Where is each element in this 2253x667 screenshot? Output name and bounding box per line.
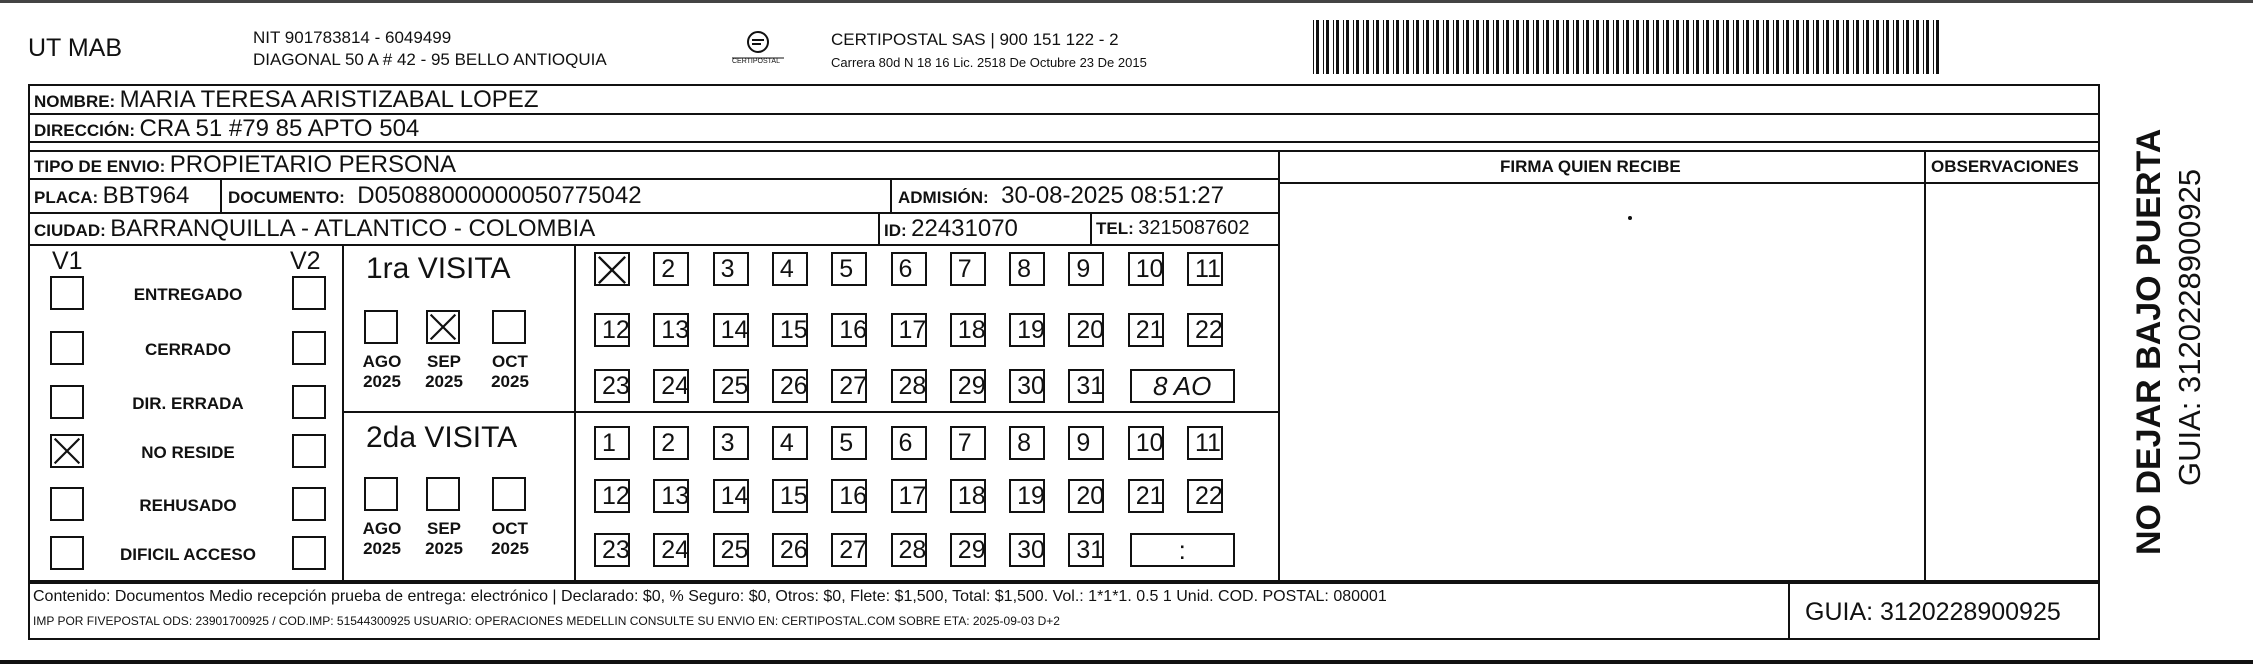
status-label: NO RESIDE — [141, 443, 235, 462]
barcode-bar — [1616, 20, 1619, 74]
barcode-bar — [1693, 20, 1694, 74]
barcode-bar — [1556, 20, 1559, 74]
tel-value: 3215087602 — [1138, 217, 1250, 239]
day-cell[interactable]: 4 — [772, 426, 808, 460]
barcode-bar — [1856, 20, 1859, 74]
barcode-bar — [1526, 20, 1529, 74]
barcode-bar — [1566, 20, 1569, 74]
barcode-bar — [1726, 20, 1729, 74]
barcode-bar — [1923, 20, 1924, 74]
day-cell[interactable]: 19 — [1009, 479, 1045, 513]
col-divider — [574, 244, 576, 582]
status-label: REHUSADO — [139, 496, 237, 515]
certipostal-license: Carrera 80d N 18 16 Lic. 2518 De Octubre 23 De 2015 — [831, 55, 1147, 70]
barcode-bar — [1386, 20, 1389, 74]
barcode-bar — [1833, 20, 1834, 74]
direccion-value: CRA 51 #79 85 APTO 504 — [139, 115, 420, 142]
barcode-bar — [1656, 20, 1659, 74]
signature-dot — [1628, 216, 1632, 220]
barcode-bar — [1613, 20, 1614, 74]
barcode-bar — [1406, 20, 1409, 74]
month-checkbox[interactable] — [364, 310, 398, 344]
admision-row — [898, 182, 1224, 210]
tipo-value: PROPIETARIO PERSONA — [169, 151, 457, 178]
col-divider — [1924, 150, 1926, 582]
barcode-bar — [1716, 20, 1719, 74]
day-cell[interactable]: 26 — [772, 533, 808, 567]
time-box[interactable]: : — [1130, 533, 1235, 567]
barcode-bar — [1396, 20, 1399, 74]
barcode-bar — [1866, 20, 1869, 74]
month-label: AGO — [362, 519, 402, 538]
barcode-bar — [1363, 20, 1364, 74]
barcode-bar — [1663, 20, 1664, 74]
barcode-bar — [1586, 20, 1589, 74]
barcode-bar — [1356, 20, 1359, 74]
barcode-bar — [1826, 20, 1829, 74]
documento-row — [228, 182, 642, 210]
day-cell[interactable]: 28 — [891, 369, 927, 403]
barcode-bar — [1426, 20, 1429, 74]
col-divider — [1090, 212, 1092, 244]
barcode-bar — [1443, 20, 1444, 74]
barcode-bar — [1416, 20, 1419, 74]
day-cell[interactable]: 25 — [713, 533, 749, 567]
barcode-bar — [1496, 20, 1499, 74]
day-cell[interactable]: 25 — [713, 369, 749, 403]
barcode-bar — [1706, 20, 1709, 74]
barcode-bar — [1906, 20, 1909, 74]
barcode-bar — [1476, 20, 1479, 74]
barcode-bar — [1786, 20, 1789, 74]
barcode-bar — [1343, 20, 1344, 74]
side-guia: GUIA: 3120228900925 — [2172, 168, 2207, 486]
barcode-bar — [1773, 20, 1774, 74]
day-cell[interactable]: 11 — [1187, 426, 1223, 460]
barcode-bar — [1676, 20, 1679, 74]
barcode-bar — [1436, 20, 1439, 74]
status-v1-checkbox[interactable] — [50, 331, 84, 365]
barcode-bar — [1756, 20, 1759, 74]
status-label: DIR. ERRADA — [132, 394, 244, 413]
day-cell[interactable]: 9 — [1068, 252, 1104, 286]
barcode — [1311, 18, 1945, 76]
side-warning: NO DEJAR BAJO PUERTA — [2130, 128, 2168, 555]
day-cell[interactable]: 28 — [891, 533, 927, 567]
day-cell[interactable]: 23 — [594, 533, 630, 567]
barcode-bar — [1593, 20, 1594, 74]
barcode-bar — [1423, 20, 1424, 74]
barcode-bar — [1313, 20, 1314, 74]
barcode-bar — [1453, 20, 1454, 74]
barcode-bar — [1893, 20, 1894, 74]
barcode-bar — [1573, 20, 1574, 74]
status-v1-checkbox[interactable] — [50, 385, 84, 419]
observaciones-label: OBSERVACIONES — [1931, 157, 2079, 176]
time-box[interactable]: 8 AO — [1130, 369, 1235, 403]
day-cell[interactable]: 18 — [950, 479, 986, 513]
barcode-bar — [1366, 20, 1369, 74]
status-v2-checkbox[interactable] — [292, 434, 326, 468]
month-checkbox[interactable] — [426, 477, 460, 511]
visit2-title: 2da VISITA — [366, 421, 518, 454]
placa-row — [34, 182, 189, 210]
id-row — [884, 215, 1018, 243]
day-cell[interactable]: 24 — [653, 369, 689, 403]
col-divider — [1278, 150, 1280, 582]
barcode-bar — [1316, 20, 1319, 74]
barcode-bar — [1886, 20, 1889, 74]
day-cell[interactable]: 6 — [891, 252, 927, 286]
footer-border — [28, 638, 2100, 640]
month-label: OCT — [492, 352, 528, 371]
barcode-bar — [1633, 20, 1634, 74]
status-label: CERRADO — [145, 340, 231, 359]
nombre-row — [34, 86, 538, 114]
visit1-title: 1ra VISITA — [366, 252, 511, 285]
day-cell[interactable]: 12 — [594, 479, 630, 513]
month-label: AGO — [362, 352, 402, 371]
barcode-bar — [1806, 20, 1809, 74]
direccion-row — [34, 115, 419, 143]
barcode-bar — [1936, 20, 1939, 74]
barcode-bar — [1803, 20, 1804, 74]
row-divider — [344, 411, 1278, 413]
barcode-bar — [1606, 20, 1609, 74]
day-cell[interactable]: 21 — [1128, 313, 1164, 347]
day-cell[interactable]: 20 — [1068, 479, 1104, 513]
barcode-bar — [1326, 20, 1329, 74]
barcode-bar — [1723, 20, 1724, 74]
tipo-label: TIPO DE ENVIO: — [34, 157, 166, 176]
barcode-bar — [1546, 20, 1549, 74]
barcode-bar — [1646, 20, 1649, 74]
day-cell[interactable]: 29 — [950, 533, 986, 567]
barcode-bar — [1576, 20, 1579, 74]
day-cell[interactable]: 22 — [1187, 479, 1223, 513]
barcode-bar — [1896, 20, 1899, 74]
day-cell[interactable]: 23 — [594, 369, 630, 403]
row-divider — [1278, 182, 2100, 184]
barcode-bar — [1486, 20, 1489, 74]
barcode-bar — [1466, 20, 1469, 74]
status-v1-checkbox[interactable] — [50, 536, 84, 570]
day-cell[interactable]: 7 — [950, 426, 986, 460]
top-border — [0, 0, 2253, 3]
barcode-bar — [1353, 20, 1354, 74]
col-divider — [890, 180, 892, 214]
barcode-bar — [1376, 20, 1379, 74]
barcode-bar — [1776, 20, 1779, 74]
barcode-bar — [1383, 20, 1384, 74]
barcode-bar — [1793, 20, 1794, 74]
day-cell[interactable]: 6 — [891, 426, 927, 460]
barcode-bar — [1483, 20, 1484, 74]
barcode-bar — [1456, 20, 1459, 74]
status-label: ENTREGADO — [133, 285, 243, 304]
day-cell[interactable]: 31 — [1068, 369, 1104, 403]
ciudad-label: CIUDAD: — [34, 221, 106, 240]
status-v1-checkbox[interactable] — [50, 434, 84, 468]
barcode-bar — [1816, 20, 1819, 74]
day-cell[interactable]: 30 — [1009, 369, 1045, 403]
month-checkbox[interactable] — [364, 477, 398, 511]
barcode-bar — [1743, 20, 1744, 74]
status-v2-checkbox[interactable] — [292, 331, 326, 365]
barcode-bar — [1493, 20, 1494, 74]
ciudad-value: BARRANQUILLA - ATLANTICO - COLOMBIA — [110, 215, 596, 242]
barcode-bar — [1533, 20, 1534, 74]
barcode-bar — [1336, 20, 1339, 74]
day-cell[interactable]: 2 — [653, 426, 689, 460]
row-divider — [28, 244, 1278, 246]
footer-contenido: Contenido: Documentos Medio recepción prueba de entrega: electrónico | Declarado: $0, % Seguro: $0, Otros: $0, Flete: $1,500, Total: $1,500. Vol.: 1*1*1. 0.5 1 Unid. COD. POSTAL: 080001 — [33, 588, 1387, 605]
barcode-bar — [1846, 20, 1849, 74]
barcode-bar — [1703, 20, 1704, 74]
barcode-bar — [1333, 20, 1334, 74]
barcode-bar — [1673, 20, 1674, 74]
day-cell[interactable]: 5 — [831, 426, 867, 460]
status-v1-checkbox[interactable] — [50, 276, 84, 310]
company-name: UT MAB — [28, 34, 122, 62]
footer-border — [2098, 582, 2100, 640]
barcode-bar — [1413, 20, 1414, 74]
sender-address: DIAGONAL 50 A # 42 - 95 BELLO ANTIOQUIA — [253, 50, 607, 69]
col-divider — [220, 180, 222, 214]
barcode-bar — [1813, 20, 1814, 74]
barcode-bar — [1536, 20, 1539, 74]
day-cell[interactable]: 24 — [653, 533, 689, 567]
barcode-bar — [1766, 20, 1769, 74]
barcode-bar — [1903, 20, 1904, 74]
barcode-bar — [1746, 20, 1749, 74]
footer-imp: IMP POR FIVEPOSTAL ODS: 23901700925 / COD.IMP: 51544300925 USUARIO: OPERACIONES MEDELLIN CONSULTE SU ENVIO EN: CERTIPOSTAL.COM SOBRE ETA: 2025-09-03 D+2 — [33, 614, 1060, 628]
day-cell[interactable]: 13 — [653, 479, 689, 513]
barcode-bar — [1843, 20, 1844, 74]
barcode-bar — [1596, 20, 1599, 74]
month-checkbox[interactable] — [492, 310, 526, 344]
barcode-bar — [1823, 20, 1824, 74]
status-v2-checkbox[interactable] — [292, 276, 326, 310]
barcode-bar — [1393, 20, 1394, 74]
barcode-bar — [1433, 20, 1434, 74]
barcode-bar — [1876, 20, 1879, 74]
barcode-bar — [1736, 20, 1739, 74]
day-cell[interactable]: 18 — [950, 313, 986, 347]
day-cell[interactable]: 27 — [831, 533, 867, 567]
day-cell[interactable]: 12 — [594, 313, 630, 347]
year-label: 2025 — [425, 539, 463, 558]
admision-label: ADMISIÓN: — [898, 188, 989, 207]
ciudad-row — [34, 215, 595, 243]
status-v2-checkbox[interactable] — [292, 385, 326, 419]
barcode-bar — [1686, 20, 1689, 74]
day-cell[interactable]: 22 — [1187, 313, 1223, 347]
barcode-bar — [1853, 20, 1854, 74]
year-label: 2025 — [491, 539, 529, 558]
firma-label: FIRMA QUIEN RECIBE — [1500, 157, 1681, 176]
tipo-row — [34, 151, 456, 179]
day-cell[interactable]: 30 — [1009, 533, 1045, 567]
logo-text: CERTIPOSTAL — [732, 58, 780, 65]
barcode-bar — [1733, 20, 1734, 74]
month-checkbox[interactable] — [426, 310, 460, 344]
barcode-bar — [1403, 20, 1404, 74]
barcode-bar — [1446, 20, 1449, 74]
day-cell[interactable]: 7 — [950, 252, 986, 286]
footer-guia: GUIA: 3120228900925 — [1805, 598, 2061, 626]
barcode-bar — [1926, 20, 1929, 74]
tel-row — [1096, 217, 1249, 240]
day-cell[interactable]: 2 — [653, 252, 689, 286]
day-cell[interactable]: 29 — [950, 369, 986, 403]
day-cell[interactable]: 1 — [594, 426, 630, 460]
placa-value: BBT964 — [102, 182, 190, 209]
year-label: 2025 — [363, 539, 401, 558]
barcode-bar — [1503, 20, 1504, 74]
barcode-bar — [1323, 20, 1324, 74]
day-cell[interactable]: 27 — [831, 369, 867, 403]
barcode-bar — [1626, 20, 1629, 74]
day-cell[interactable]: 17 — [891, 479, 927, 513]
day-cell[interactable]: 14 — [713, 313, 749, 347]
status-v2-checkbox[interactable] — [292, 536, 326, 570]
status-label: DIFICIL ACCESO — [119, 545, 256, 564]
col-divider — [342, 244, 344, 582]
nit-text: NIT 901783814 - 6049499 — [253, 28, 452, 47]
v1-label: V1 — [52, 247, 83, 275]
documento-label: DOCUMENTO: — [228, 188, 345, 207]
day-cell[interactable]: 15 — [772, 313, 808, 347]
direccion-label: DIRECCIÓN: — [34, 121, 136, 140]
day-cell[interactable]: 13 — [653, 313, 689, 347]
day-cell[interactable]: 16 — [831, 313, 867, 347]
status-v1-checkbox[interactable] — [50, 487, 84, 521]
footer-border — [28, 582, 30, 640]
year-label: 2025 — [491, 372, 529, 391]
barcode-bar — [1913, 20, 1914, 74]
day-cell[interactable]: 9 — [1068, 426, 1104, 460]
day-cell[interactable]: 21 — [1128, 479, 1164, 513]
day-cell[interactable]: 26 — [772, 369, 808, 403]
barcode-bar — [1696, 20, 1699, 74]
barcode-bar — [1933, 20, 1934, 74]
month-label: OCT — [492, 519, 528, 538]
barcode-bar — [1346, 20, 1349, 74]
day-cell[interactable]: 19 — [1009, 313, 1045, 347]
barcode-bar — [1603, 20, 1604, 74]
day-cell[interactable]: 20 — [1068, 313, 1104, 347]
tel-label: TEL: — [1096, 219, 1134, 238]
barcode-bar — [1523, 20, 1524, 74]
placa-label: PLACA: — [34, 188, 99, 207]
barcode-bar — [1783, 20, 1784, 74]
barcode-bar — [1583, 20, 1584, 74]
day-cell[interactable]: 14 — [713, 479, 749, 513]
barcode-bar — [1543, 20, 1544, 74]
nombre-value: MARIA TERESA ARISTIZABAL LOPEZ — [119, 86, 539, 113]
certipostal-logo — [728, 28, 788, 68]
day-cell[interactable]: 31 — [1068, 533, 1104, 567]
day-cell[interactable]: 17 — [891, 313, 927, 347]
col-divider — [1788, 582, 1790, 640]
barcode-bar — [1863, 20, 1864, 74]
day-cell[interactable]: 3 — [713, 426, 749, 460]
day-cell[interactable]: 10 — [1128, 426, 1164, 460]
barcode-bar — [1683, 20, 1684, 74]
barcode-bar — [1916, 20, 1919, 74]
barcode-bar — [1473, 20, 1474, 74]
nombre-label: NOMBRE: — [34, 92, 116, 111]
v2-label: V2 — [290, 247, 321, 275]
day-cell[interactable]: 10 — [1128, 252, 1164, 286]
barcode-bar — [1636, 20, 1639, 74]
day-cell[interactable]: 15 — [772, 479, 808, 513]
day-cell[interactable]: 16 — [831, 479, 867, 513]
id-label: ID: — [884, 221, 907, 240]
barcode-bar — [1653, 20, 1654, 74]
status-v2-checkbox[interactable] — [292, 487, 326, 521]
barcode-bar — [1563, 20, 1564, 74]
day-cell[interactable]: 11 — [1187, 252, 1223, 286]
barcode-bar — [1643, 20, 1644, 74]
barcode-bar — [1753, 20, 1754, 74]
barcode-bar — [1513, 20, 1514, 74]
barcode-bar — [1883, 20, 1884, 74]
barcode-bar — [1373, 20, 1374, 74]
month-label: SEP — [426, 352, 462, 371]
year-label: 2025 — [363, 372, 401, 391]
barcode-bar — [1796, 20, 1799, 74]
barcode-bar — [1506, 20, 1509, 74]
id-value: 22431070 — [911, 215, 1018, 242]
day-cell[interactable]: 4 — [772, 252, 808, 286]
year-label: 2025 — [425, 372, 463, 391]
day-cell-checked[interactable] — [594, 252, 630, 286]
barcode-bar — [1836, 20, 1839, 74]
documento-value: D05088000000050775042 — [357, 182, 642, 209]
certipostal-name: CERTIPOSTAL SAS | 900 151 122 - 2 — [831, 30, 1119, 49]
month-label: SEP — [426, 519, 462, 538]
bottom-rule — [0, 660, 2253, 664]
barcode-bar — [1516, 20, 1519, 74]
admision-value: 30-08-2025 08:51:27 — [1001, 182, 1224, 209]
day-cell[interactable]: 8 — [1009, 426, 1045, 460]
col-divider — [878, 212, 880, 244]
day-cell[interactable]: 3 — [713, 252, 749, 286]
barcode-bar — [1553, 20, 1554, 74]
day-cell[interactable]: 5 — [831, 252, 867, 286]
barcode-bar — [1713, 20, 1714, 74]
barcode-bar — [1873, 20, 1874, 74]
month-checkbox[interactable] — [492, 477, 526, 511]
barcode-bar — [1463, 20, 1464, 74]
barcode-bar — [1763, 20, 1764, 74]
barcode-bar — [1666, 20, 1669, 74]
barcode-bar — [1623, 20, 1624, 74]
day-cell[interactable]: 8 — [1009, 252, 1045, 286]
